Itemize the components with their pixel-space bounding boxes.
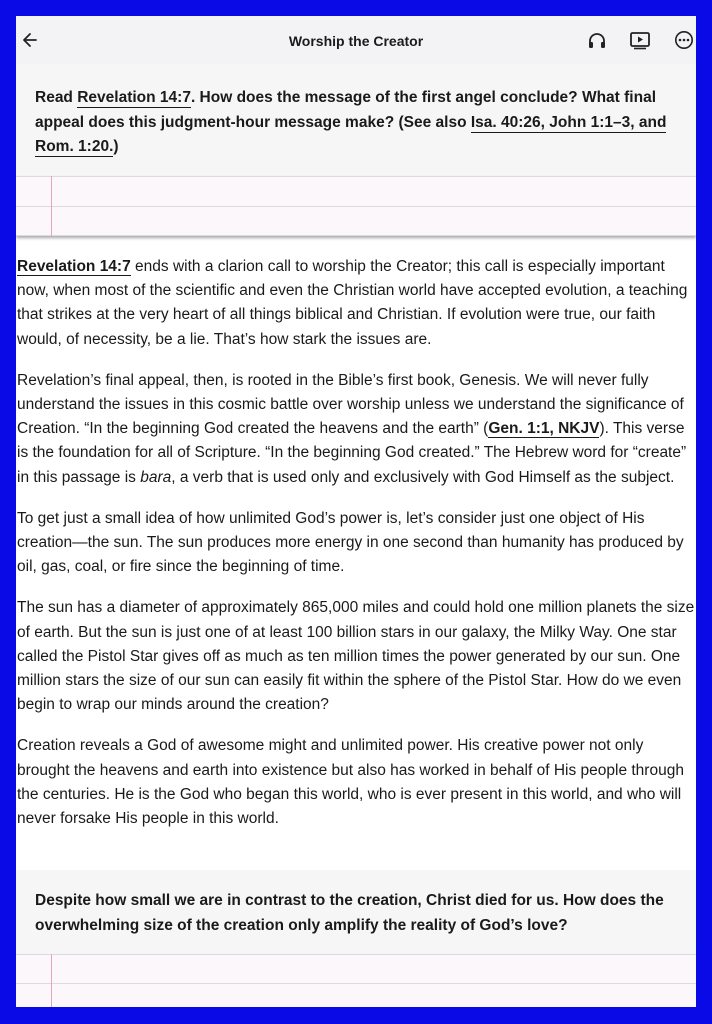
page-title: Worship the Creator (288, 33, 424, 49)
lesson-body (17, 255, 695, 848)
ruled-line (16, 235, 696, 236)
paragraph: Creation reveals a God of awesome might and unlimited power. His creative power not only brought the heavens and earth into existence but also has worked in behalf of His people through the centuries. He is the God who began this world, who is ever present in this world, and who will never forsake His people in this world. (17, 737, 684, 828)
question-text: Despite how small we are in contrast to the creation, Christ died for us. How does the overwhelming size of the creation only amplify the reality of God’s love? (35, 892, 664, 934)
scripture-link[interactable]: Gen. 1:1, NKJV (488, 420, 600, 438)
margin-line (51, 954, 52, 1007)
paragraph (17, 369, 695, 490)
question-text-part: Read (35, 89, 78, 106)
paragraph-text: ends with a clarion call to worship the Creator; this call is especially important now, when most of the scientific and even the Christian world have accepted evolution, a teaching that strikes at the very heart of all things biblical and Christian. If evolution were true, our faith would, of necessity, be a lie. That’s how stark the issues are. (17, 258, 688, 348)
ruled-line (16, 954, 696, 955)
question-card (16, 870, 696, 954)
headphones-icon[interactable] (586, 30, 608, 50)
top-bar (16, 16, 696, 64)
scripture-link[interactable]: Isa. 40:26, John 1:1–3, and Rom. 1:20. (35, 113, 667, 155)
notes-area[interactable] (16, 954, 696, 1007)
paragraph: To get just a small idea of how unlimited God’s power is, let’s consider just one object of His creation—the sun. The sun produces more energy in one second than humanity has produced by oil, gas, coal, or fire since the beginning of time. (17, 509, 684, 576)
app-window (16, 16, 696, 1007)
paragraph (17, 255, 695, 352)
ruled-line (16, 206, 696, 207)
question-card (16, 64, 696, 176)
question-text (35, 86, 675, 160)
paragraph-text: ). This verse is the foundation for all of Scripture. “In the beginning God created.” The Hebrew word for “create” in this passage is (17, 420, 687, 486)
margin-line (51, 176, 52, 236)
question-text-part: . How does the message of the first angel conclude? What final appeal does this judgment-hour message make? (See also (35, 89, 657, 131)
more-icon[interactable] (673, 30, 695, 50)
paragraph-text: Revelation’s final appeal, then, is rooted in the Bible’s first book, Genesis. We will never fully understand the issues in this cosmic battle over worship unless we understand the significance of Creation. “In the beginning God created the heavens and the earth” ( (17, 371, 684, 438)
notes-area[interactable] (16, 176, 696, 236)
question-text-part: ) (113, 138, 119, 155)
italic-word: bara (140, 468, 172, 486)
video-icon[interactable] (629, 30, 651, 50)
paragraph-text: , a verb that is used only and exclusively with God Himself as the subject. (171, 468, 675, 486)
scripture-link[interactable]: Revelation 14:7 (17, 258, 131, 275)
paragraph: The sun has a diameter of approximately 865,000 miles and could hold one million planets the size of earth. But the sun is just one of at least 100 billion stars in our galaxy, the Milky Way. One star called the Pistol Star gives off as much as ten million times the power generated by our sun. One million stars the size of our sun can easily fit within the sphere of the Pistol Star. How do we even begin to wrap our minds around the creation? (17, 599, 695, 714)
scripture-link[interactable]: Revelation 14:7 (77, 89, 191, 106)
ruled-line (16, 176, 696, 177)
ruled-line (16, 983, 696, 984)
